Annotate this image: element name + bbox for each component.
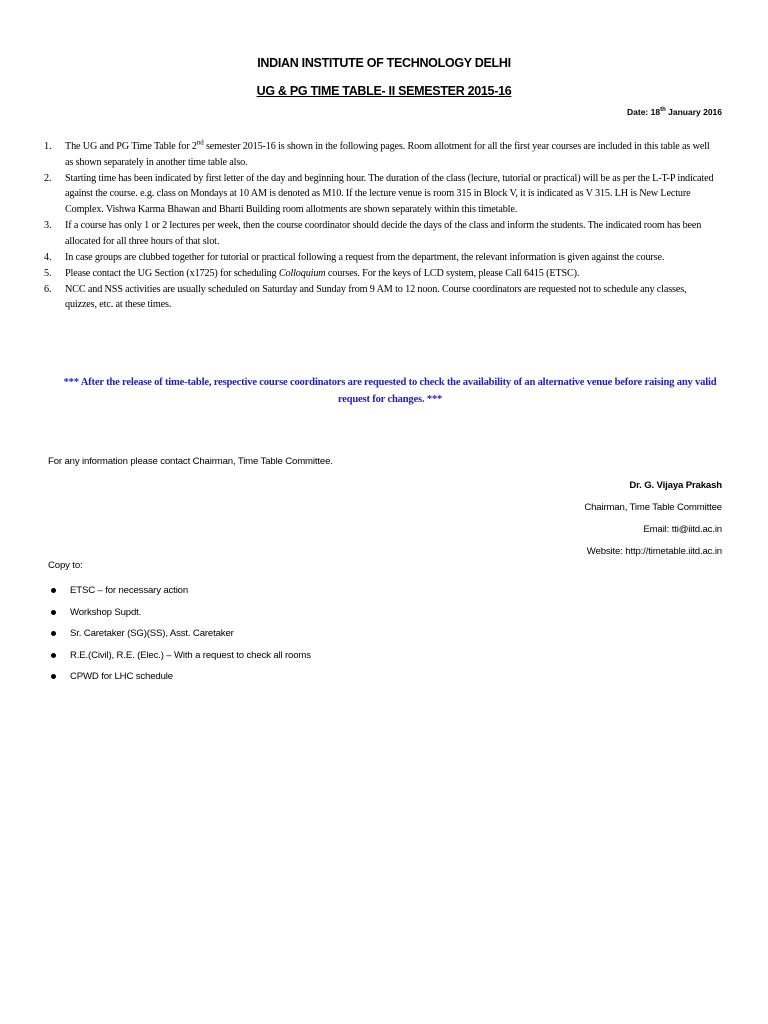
copy-to-label: Copy to: [48, 560, 83, 571]
signature-block [584, 475, 722, 563]
coordinator-notice: *** After the release of time-table, respective course coordinators are requested to check the availability of an alternative venue before raising any valid request for changes. *** [63, 377, 717, 405]
copy-to-item: CPWD for LHC schedule [48, 666, 311, 688]
signatory-role: Chairman, Time Table Committee [584, 502, 722, 513]
bullet-icon [51, 588, 56, 593]
signatory-website: Website: http://timetable.iitd.ac.in [586, 546, 722, 557]
bullet-icon [51, 610, 56, 615]
signatory-email: Email: tti@iitd.ac.in [643, 524, 722, 535]
copy-to-item: Workshop Supdt. [48, 602, 311, 624]
bullet-icon [51, 653, 56, 658]
timetable-title: UG & PG TIME TABLE- II SEMESTER 2015-16 [256, 84, 512, 98]
signatory-name: Dr. G. Vijaya Prakash [629, 480, 722, 491]
notes-list [44, 139, 720, 314]
copy-to-item: ETSC – for necessary action [48, 580, 311, 602]
note-item: 4. In case groups are clubbed together for tutorial or practical following a request from the department, the relevant information is given against the course. [44, 251, 665, 263]
note-item: 3. If a course has only 1 or 2 lectures per week, then the course coordinator should decide the days of the class and inform the students. The indicated room has been allocated for all three hours of that slot. [44, 219, 702, 247]
note-item: 2. Starting time has been indicated by first letter of the day and beginning hour. The duration of the class (lecture, tutorial or practical) will be as per the L-T-P indicated against the course. e.g. class on Mondays at 10 AM is denoted as M10. If the lecture venue is room 315 in Block V, it is indicated as V 315. LH is New Lecture Complex. Vishwa Karma Bhawan and Bharti Building room allotments are shown separately within this timetable. [44, 172, 714, 215]
note-item: 1. The UG and PG Time Table for 2nd semester 2015-16 is shown in the following pages. Room allotment for all the first year courses are included in this table as well as shown separately in another time table also. [44, 138, 710, 168]
bullet-icon [51, 631, 56, 636]
institute-title: INDIAN INSTITUTE OF TECHNOLOGY DELHI [257, 56, 511, 70]
copy-to-list [48, 580, 311, 688]
bullet-icon [51, 674, 56, 679]
copy-to-item: Sr. Caretaker (SG)(SS), Asst. Caretaker [48, 623, 311, 645]
copy-to-item: R.E.(Civil), R.E. (Elec.) – With a request to check all rooms [48, 645, 311, 667]
contact-line: For any information please contact Chairman, Time Table Committee. [48, 456, 333, 467]
note-item: 6. NCC and NSS activities are usually scheduled on Saturday and Sunday from 9 AM to 12 noon. Course coordinators are requested not to schedule any classes, quizzes, etc. at these times. [44, 283, 687, 311]
document-date: Date: 18th January 2016 [627, 107, 722, 117]
note-item: 5. Please contact the UG Section (x1725) for scheduling Colloquium courses. For the keys of LCD system, please Call 6415 (ETSC). [44, 267, 580, 279]
